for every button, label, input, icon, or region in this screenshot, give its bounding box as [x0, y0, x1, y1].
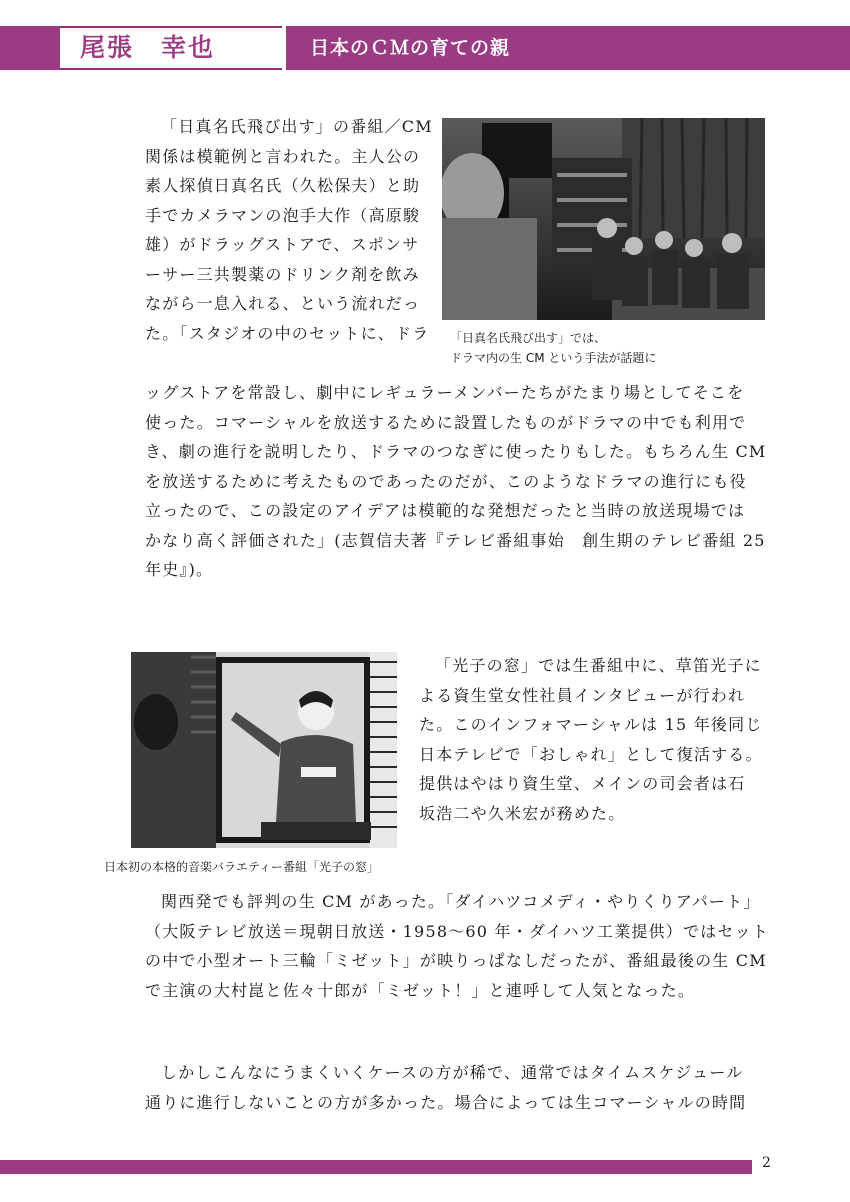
text-line: 「日真名氏飛び出す」の番組／CM: [161, 117, 433, 136]
text-line: しかしこんなにうまくいくケースの方が稀で、通常ではタイムスケジュール: [161, 1063, 744, 1082]
text-line: 使った。コマーシャルを放送するために設置したものがドラマの中でも利用で: [145, 412, 747, 432]
text-line: 関係は模範例と言われた。主人公の: [145, 146, 421, 166]
studio-set-illustration: [442, 118, 765, 320]
paragraph-1-narrow: [145, 112, 433, 348]
footer-bar: [0, 1160, 752, 1174]
text-line: 雄）がドラッグストアで、スポンサ: [145, 235, 420, 254]
text-line: で主演の大村崑と佐々十郎が「ミゼット！」と連呼して人気となった。: [145, 980, 696, 1000]
text-line: 素人探偵日真名氏（久松保夫）と助: [145, 176, 421, 195]
text-line: 関西発でも評判の生 CM があった。「ダイハツコメディ・やりくりアパート」: [161, 892, 761, 911]
text-line: （大阪テレビ放送＝現朝日放送・1958〜60 年・ダイハツ工業提供）ではセット: [145, 921, 770, 941]
text-line: かなり高く評価された」(志賀信夫著『テレビ番組事始 創生期のテレビ番組 25: [145, 530, 766, 550]
text-line: を放送するために考えたものであったのだが、このようなドラマの進行にも役: [145, 471, 747, 491]
author-name: 尾張 幸也: [80, 33, 216, 62]
text-line: ッグストアを常設し、劇中にレギュラーメンバーたちがたまり場としてそこを: [145, 383, 745, 402]
page-number: 2: [762, 1155, 771, 1171]
photo-1-caption: [450, 328, 656, 368]
text-line: ながら一息入れる、という流れだっ: [145, 294, 421, 313]
text-line: よる資生堂女性社員インタビューが行われ: [419, 685, 746, 705]
photo-mitsuko-window: [131, 652, 397, 848]
text-line: た。「スタジオの中のセットに、ドラ: [145, 323, 430, 343]
text-line: ーサー三共製薬のドリンク剤を飲み: [145, 264, 420, 284]
text-line: 立ったので、この設定のアイデアは模範的な発想だったと当時の放送現場では: [145, 501, 746, 520]
caption-line: ドラマ内の生 CM という手法が話題に: [450, 351, 657, 365]
paragraph-3: [145, 887, 770, 1005]
text-line: き、劇の進行を説明したり、ドラマのつなぎに使ったりもした。もちろん生 CM: [145, 442, 767, 461]
text-line: 日本テレビで「おしゃれ」として復活する。: [419, 744, 763, 764]
photo-2-caption: 日本初の本格的音楽バラエティー番組「光子の窓」: [104, 860, 380, 874]
header-author-box: [0, 26, 282, 70]
photo-studio-set: [442, 118, 765, 320]
paragraph-4: [145, 1058, 757, 1117]
page-title: 日本のＣＭの育ての親: [310, 37, 511, 59]
paragraph-2: [419, 651, 763, 828]
caption-line: 「日真名氏飛び出す」では、: [450, 331, 607, 345]
text-line: 「光子の窓」では生番組中に、草笛光子に: [435, 656, 762, 675]
header-title-box: [286, 26, 850, 70]
text-line: 年史』)。: [145, 560, 214, 579]
text-line: の中で小型オート三輪「ミゼット」が映りっぱなしだったが、番組最後の生 CM: [145, 951, 767, 970]
text-line: 通りに進行しないことの方が多かった。場合によっては生コマーシャルの時間: [145, 1092, 747, 1112]
paragraph-1-wide: [145, 378, 767, 585]
text-line: 提供はやはり資生堂、メインの司会者は石: [419, 774, 746, 793]
text-line: 坂浩二や久米宏が務めた。: [419, 803, 626, 823]
text-line: た。このインフォマーシャルは 15 年後同じ: [419, 715, 763, 734]
text-line: 手でカメラマンの泡手大作（高原駿: [145, 205, 421, 225]
window-illustration: [131, 652, 397, 848]
header-accent-block: [0, 26, 60, 70]
